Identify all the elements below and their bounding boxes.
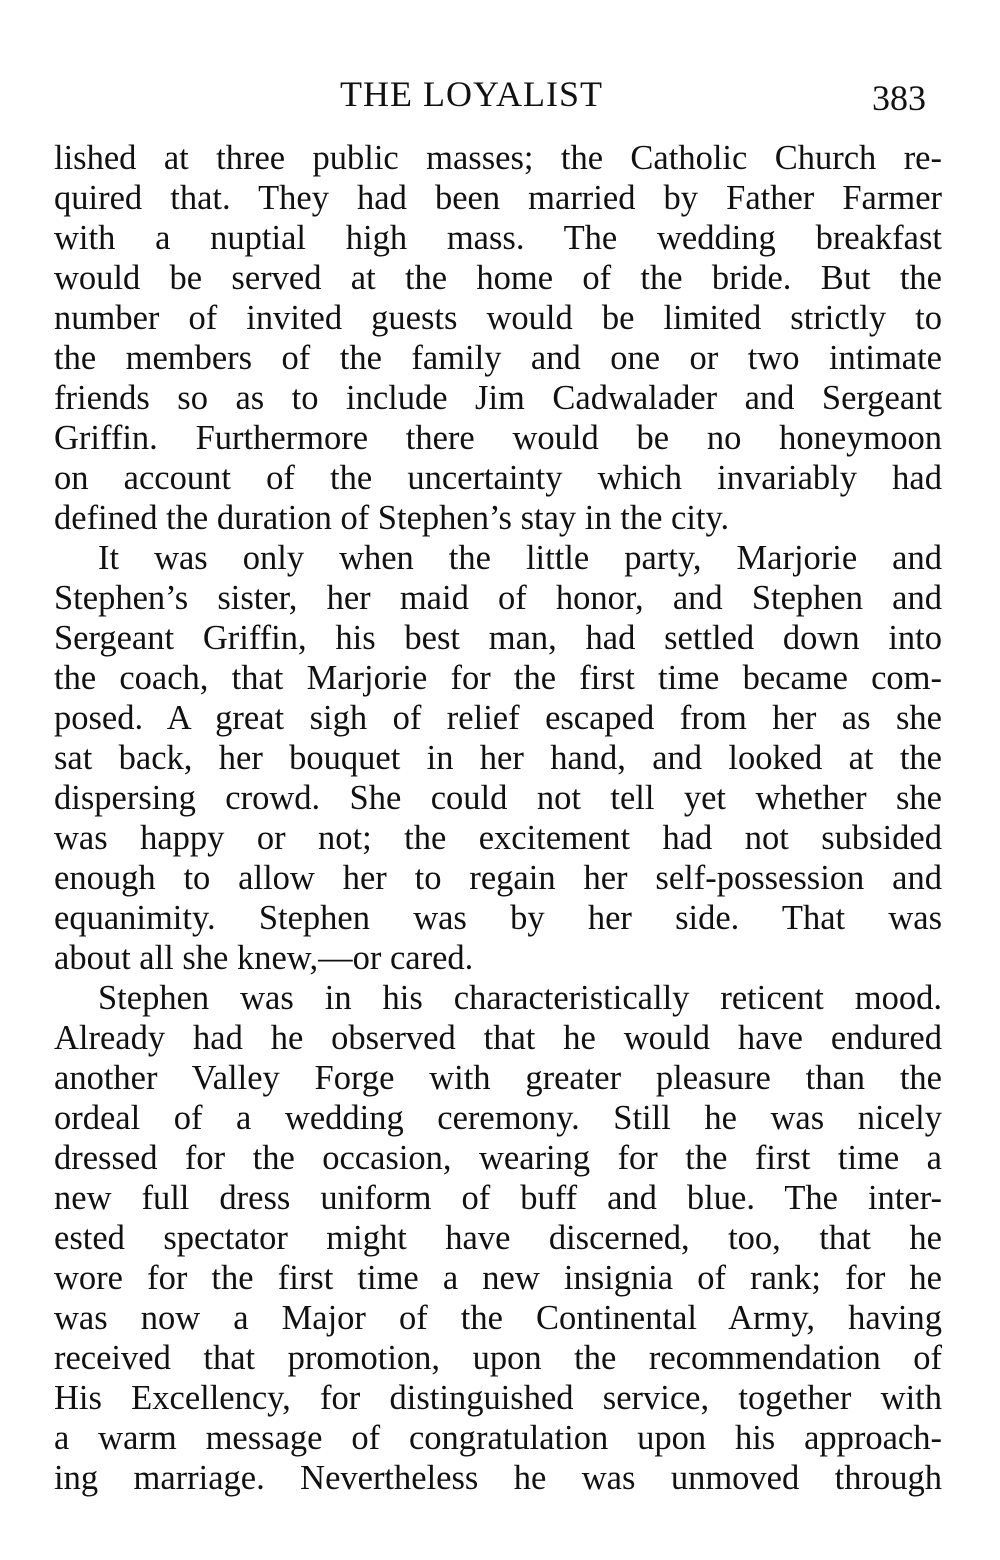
- text-line: Stephen was in his characteristically reticent mood.: [98, 979, 942, 1017]
- text-line: dressed for the occasion, wearing for the first time a: [54, 1139, 942, 1177]
- text-line: Stephen’s sister, her maid of honor, and Stephen and: [54, 579, 942, 617]
- text-line: Sergeant Griffin, his best man, had settled down into: [54, 619, 942, 657]
- text-line: was happy or not; the excitement had not subsided: [54, 819, 942, 857]
- text-line: another Valley Forge with greater pleasure than the: [54, 1059, 942, 1097]
- page-number: 383: [872, 78, 926, 118]
- paragraph: [54, 138, 942, 538]
- text-line: the members of the family and one or two intimate: [54, 339, 942, 377]
- text-line: a warm message of congratulation upon his approach-: [54, 1419, 942, 1457]
- text-line: the coach, that Marjorie for the first time became com-: [54, 659, 942, 697]
- text-line: ing marriage. Nevertheless he was unmoved through: [54, 1459, 942, 1497]
- text-line: posed. A great sigh of relief escaped from her as she: [54, 699, 942, 737]
- text-line: Griffin. Furthermore there would be no honeymoon: [54, 419, 942, 457]
- text-line: It was only when the little party, Marjorie and: [98, 539, 942, 577]
- text-line: wore for the first time a new insignia of rank; for he: [54, 1259, 942, 1297]
- text-line: friends so as to include Jim Cadwalader and Sergeant: [54, 379, 942, 417]
- page-header: [0, 72, 1000, 122]
- text-line: number of invited guests would be limited strictly to: [54, 299, 942, 337]
- text-line: ested spectator might have discerned, too, that he: [54, 1219, 942, 1257]
- text-line: Already had he observed that he would have endured: [54, 1019, 942, 1057]
- text-line: was now a Major of the Continental Army, having: [54, 1299, 942, 1337]
- text-line: His Excellency, for distinguished service, together with: [54, 1379, 942, 1417]
- text-line: defined the duration of Stephen’s stay in the city.: [54, 499, 730, 537]
- text-line: equanimity. Stephen was by her side. That was: [54, 899, 942, 937]
- paragraph: [54, 538, 942, 978]
- text-line: sat back, her bouquet in her hand, and looked at the: [54, 739, 942, 777]
- text-line: new full dress uniform of buff and blue. The inter-: [54, 1179, 942, 1217]
- text-line: dispersing crowd. She could not tell yet whether she: [54, 779, 942, 817]
- text-line: about all she knew,—or cared.: [54, 939, 474, 977]
- text-line: with a nuptial high mass. The wedding breakfast: [54, 219, 942, 257]
- text-line: quired that. They had been married by Father Farmer: [54, 179, 942, 217]
- text-line: enough to allow her to regain her self-possession and: [54, 859, 942, 897]
- text-line: lished at three public masses; the Catholic Church re-: [54, 139, 942, 177]
- body-text: [54, 138, 942, 1498]
- text-line: would be served at the home of the bride. But the: [54, 259, 942, 297]
- paragraph: [54, 978, 942, 1498]
- running-title: THE LOYALIST: [340, 74, 603, 114]
- text-line: on account of the uncertainty which invariably had: [54, 459, 942, 497]
- text-line: received that promotion, upon the recommendation of: [54, 1339, 942, 1377]
- text-line: ordeal of a wedding ceremony. Still he was nicely: [54, 1099, 942, 1137]
